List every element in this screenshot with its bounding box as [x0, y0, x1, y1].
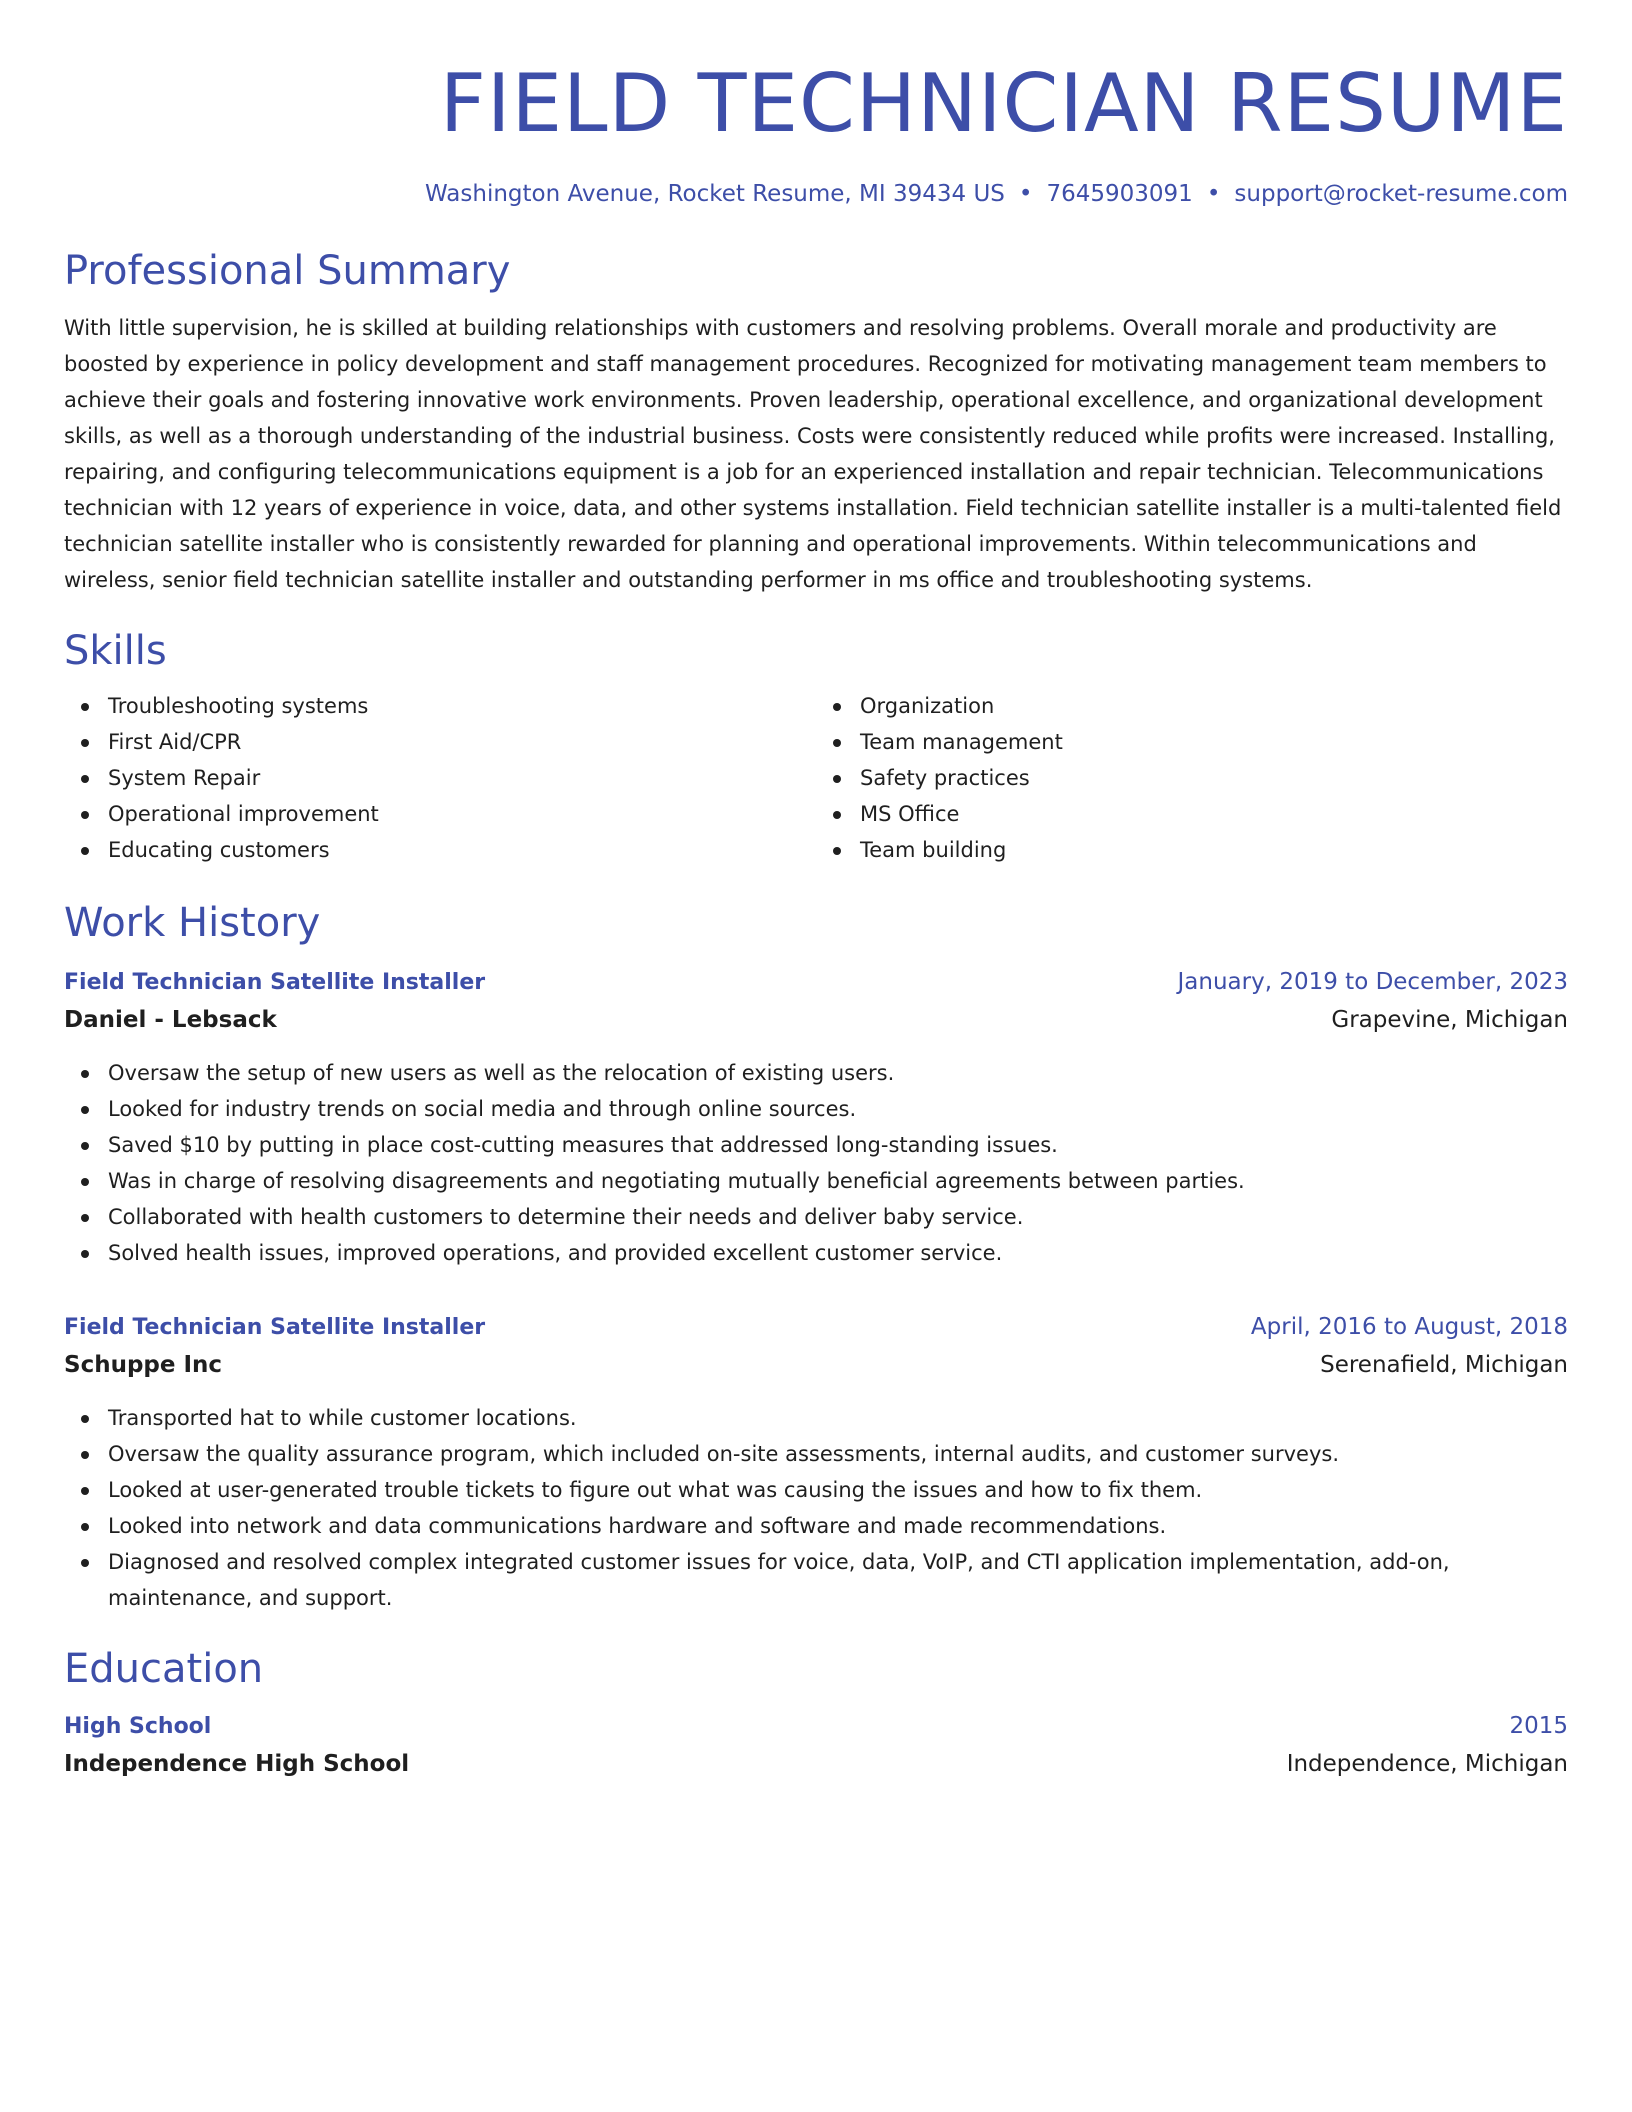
- skill-item: Educating customers: [108, 832, 816, 868]
- education-header-row: [64, 1708, 1568, 1745]
- contact-address: Washington Avenue, Rocket Resume, MI 39434 US: [425, 181, 1005, 207]
- job-header-row: [64, 964, 1568, 1001]
- job-duties-list: [64, 1055, 1568, 1271]
- job-duty-item: Diagnosed and resolved complex integrated customer issues for voice, data, VoIP, and CTI application implementation, add-on, maintenance, and support.: [108, 1544, 1568, 1616]
- education-entry: [64, 1708, 1568, 1783]
- contact-separator: •: [1018, 181, 1033, 207]
- education-location: Independence, Michigan: [1286, 1751, 1568, 1777]
- work-history-heading: Work History: [64, 900, 321, 946]
- job-location: Serenafield, Michigan: [1320, 1352, 1568, 1378]
- job-role: Field Technician Satellite Installer: [64, 970, 486, 995]
- contact-line: [64, 178, 1568, 210]
- skill-item: Team building: [860, 832, 1568, 868]
- job-duty-item: Looked for industry trends on social media and through online sources.: [108, 1091, 1568, 1127]
- job-company: Daniel - Lebsack: [64, 1007, 277, 1033]
- job-entry: [64, 964, 1568, 1271]
- contact-email[interactable]: support@rocket-resume.com: [1234, 181, 1568, 207]
- skill-item: Organization: [860, 688, 1568, 724]
- job-duty-item: Oversaw the quality assurance program, which included on-site assessments, internal audits, and customer surveys.: [108, 1436, 1568, 1472]
- job-duty-item: Oversaw the setup of new users as well as the relocation of existing users.: [108, 1055, 1568, 1091]
- summary-heading: Professional Summary: [64, 248, 511, 294]
- skill-item: Safety practices: [860, 760, 1568, 796]
- education-year: 2015: [1509, 1713, 1568, 1739]
- job-duty-item: Was in charge of resolving disagreements and negotiating mutually beneficial agreements between parties.: [108, 1163, 1568, 1199]
- job-role: Field Technician Satellite Installer: [64, 1315, 486, 1340]
- job-dates: April, 2016 to August, 2018: [1250, 1314, 1568, 1340]
- skill-item: Operational improvement: [108, 796, 816, 832]
- education-heading: Education: [64, 1646, 264, 1692]
- job-duty-item: Looked into network and data communications hardware and software and made recommendations.: [108, 1508, 1568, 1544]
- skill-item: MS Office: [860, 796, 1568, 832]
- job-company-row: [64, 1001, 1568, 1039]
- education-school: Independence High School: [64, 1751, 410, 1777]
- skill-item: Team management: [860, 724, 1568, 760]
- skills-heading: Skills: [64, 628, 167, 674]
- job-duty-item: Transported hat to while customer locations.: [108, 1400, 1568, 1436]
- skill-item: System Repair: [108, 760, 816, 796]
- job-duties-list: [64, 1400, 1568, 1616]
- job-duty-item: Collaborated with health customers to determine their needs and deliver baby service.: [108, 1199, 1568, 1235]
- skills-grid: [64, 688, 1568, 868]
- education-degree: High School: [64, 1714, 212, 1739]
- resume-title: FIELD TECHNICIAN RESUME: [439, 57, 1568, 150]
- job-company: Schuppe Inc: [64, 1352, 223, 1378]
- contact-phone: 7645903091: [1046, 181, 1193, 207]
- skill-item: Troubleshooting systems: [108, 688, 816, 724]
- job-duty-item: Looked at user-generated trouble tickets to figure out what was causing the issues and how to fix them.: [108, 1472, 1568, 1508]
- education-school-row: [64, 1745, 1568, 1783]
- job-duty-item: Solved health issues, improved operations, and provided excellent customer service.: [108, 1235, 1568, 1271]
- job-company-row: [64, 1346, 1568, 1384]
- job-duty-item: Saved $10 by putting in place cost-cutting measures that addressed long-standing issues.: [108, 1127, 1568, 1163]
- job-dates: January, 2019 to December, 2023: [1177, 969, 1568, 995]
- job-location: Grapevine, Michigan: [1331, 1007, 1568, 1033]
- contact-separator: •: [1206, 181, 1221, 207]
- skills-column-left: [64, 688, 816, 868]
- summary-text: With little supervision, he is skilled at building relationships with customers and resolving problems. Overall morale and productivity are boosted by experience in policy development and staff management procedures. Recognized for motivating management team members to achieve their goals and fostering innovative work environments. Proven leadership, operational excellence, and organizational development skills, as well as a thorough understanding of the industrial business. Costs were consistently reduced while profits were increased. Installing, repairing, and configuring telecommunications equipment is a job for an experienced installation and repair technician. Telecommunications technician with 12 years of experience in voice, data, and other systems installation. Field technician satellite installer is a multi-talented field technician satellite installer who is consistently rewarded for planning and operational improvements. Within telecommunications and wireless, senior field technician satellite installer and outstanding performer in ms office and troubleshooting systems.: [64, 316, 1562, 592]
- skill-item: First Aid/CPR: [108, 724, 816, 760]
- job-entry: [64, 1309, 1568, 1616]
- skills-column-right: [816, 688, 1568, 868]
- job-header-row: [64, 1309, 1568, 1346]
